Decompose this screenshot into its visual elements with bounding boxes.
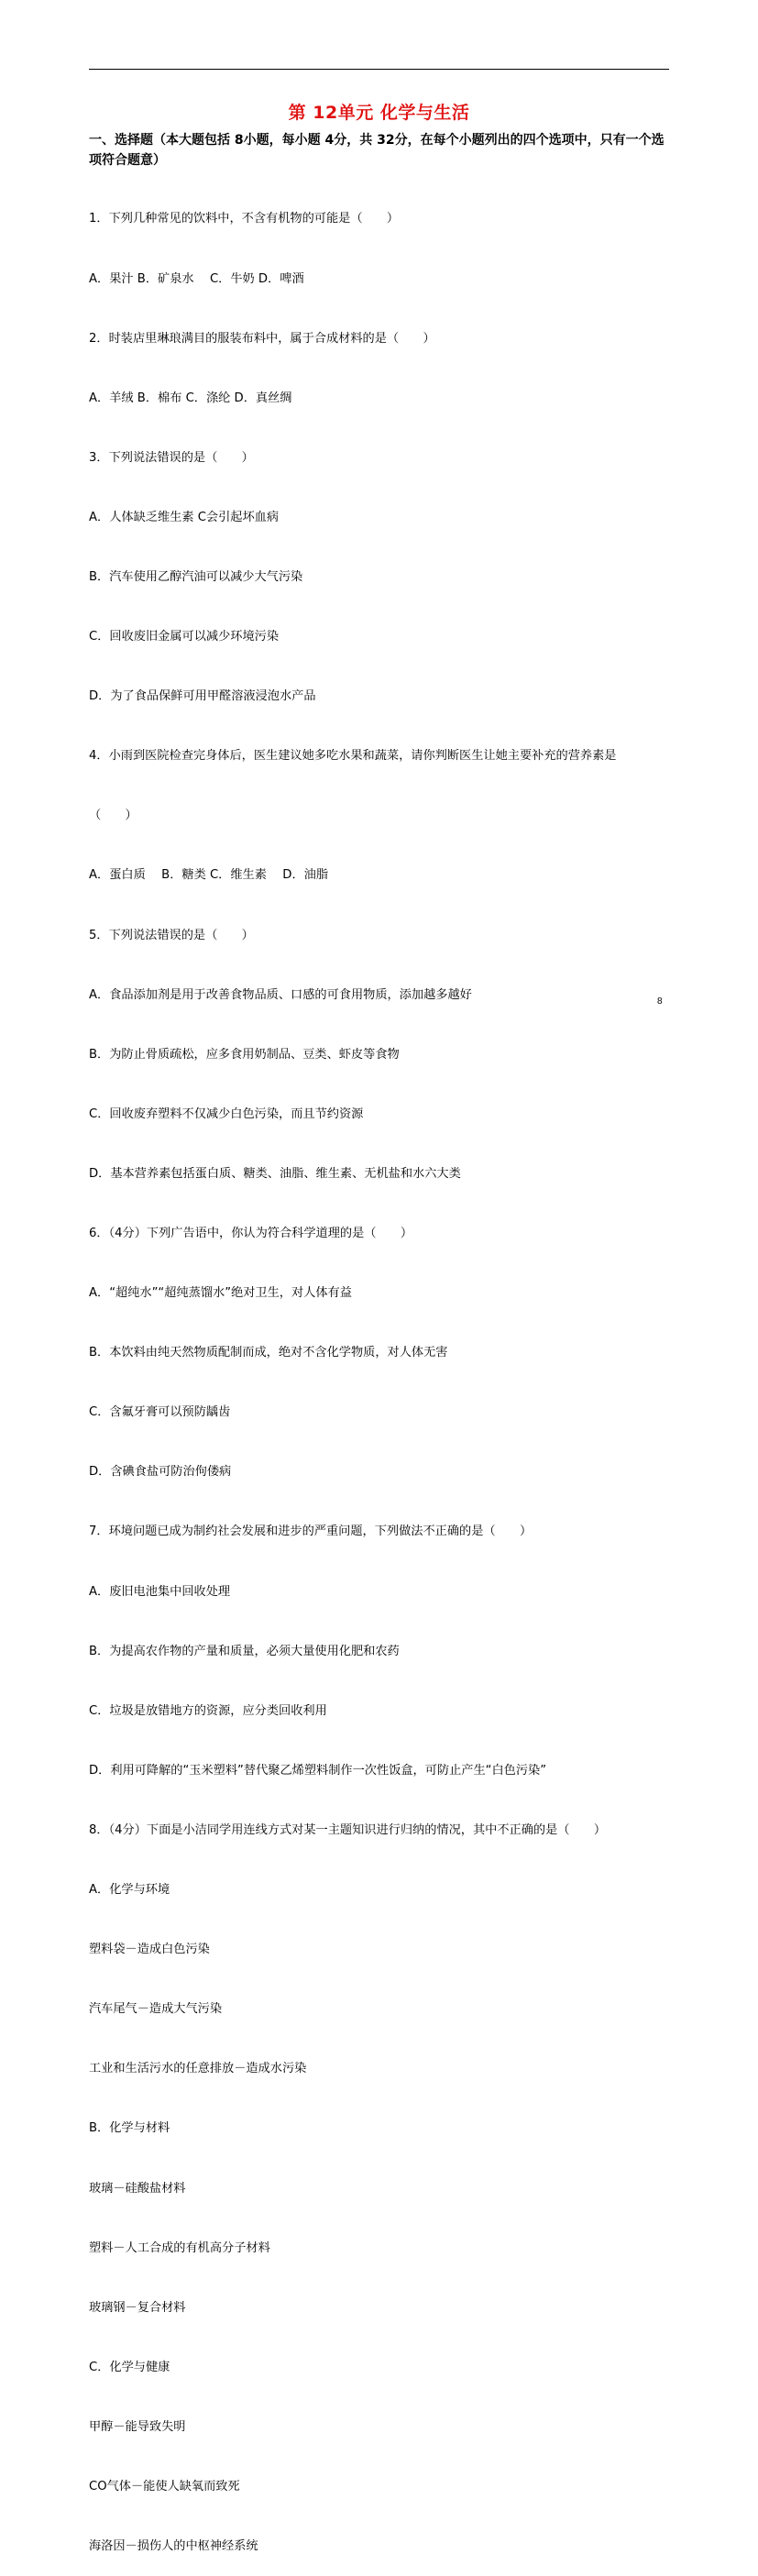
text-line: 7．环境问题已成为制约社会发展和进步的严重问题，下列做法不正确的是（ ） (89, 1525, 533, 1539)
text-line: A．化学与环境 (89, 1883, 170, 1898)
question-body (89, 170, 676, 2576)
text-line: CO气体－能使人缺氧而致死 (89, 2479, 240, 2493)
text-line: B．为防止骨质疏松，应多食用奶制品、豆类、虾皮等食物 (89, 1047, 400, 1062)
text-line: 玻璃－硅酸盐材料 (89, 2181, 186, 2196)
text-line: （ ） (89, 809, 137, 823)
text-line: 2．时装店里琳琅满目的服装布料中，属于合成材料的是（ ） (89, 331, 435, 346)
text-line: B．为提高农作物的产量和质量，必须大量使用化肥和农药 (89, 1644, 400, 1658)
header-rule (89, 69, 669, 70)
text-line: A．人体缺乏维生素 C会引起坏血病 (89, 510, 280, 524)
text-line: A．废旧电池集中回收处理 (89, 1584, 231, 1599)
text-line: A．食品添加剂是用于改善食物品质、口感的可食用物质，添加越多越好 (89, 987, 472, 1002)
page-title: 第 12单元 化学与生活 (288, 103, 470, 123)
text-line: 6．（4分）下列广告语中，你认为符合科学道理的是（ ） (89, 1227, 413, 1240)
text-line: C．含氟牙膏可以预防龋齿 (89, 1405, 231, 1420)
text-line: 塑料－人工合成的有机高分子材料 (89, 2240, 270, 2255)
text-line: 甲醇－能导致失明 (89, 2419, 186, 2434)
text-line: C．化学与健康 (89, 2360, 170, 2374)
text-line: 汽车尾气－造成大气污染 (89, 2002, 223, 2017)
text-line: A．蛋白质 B．糖类 C．维生素 D．油脂 (89, 868, 329, 883)
text-line: D．基本营养素包括蛋白质、糖类、油脂、维生素、无机盐和水六大类 (89, 1166, 461, 1181)
text-line: C．回收废旧金属可以减少环境污染 (89, 630, 280, 644)
page-number: 8 (657, 996, 663, 1007)
text-line: 8．（4分）下面是小洁同学用连线方式对某一主题知识进行归纳的情况，其中不正确的是（ ） (89, 1822, 607, 1837)
text-line: B．汽车使用乙醇汽油可以减少大气污染 (89, 569, 303, 584)
text-line: D．为了食品保鲜可用甲醛溶液浸泡水产品 (89, 689, 316, 704)
text-line: D．利用可降解的“玉米塑料”替代聚乙烯塑料制作一次性饭盒，可防止产生“白色污染” (89, 1763, 547, 1778)
text-line: A．果汁 B．矿泉水 C．牛奶 D．啤酒 (89, 271, 304, 286)
text-line: 塑料袋－造成白色污染 (89, 1943, 210, 1957)
text-line: 4．小雨到医院检查完身体后，医生建议她多吃水果和蔬菜，请你判断医生让她主要补充的营养素是 (89, 749, 617, 764)
text-line: 1．下列几种常见的饮料中，不含有机物的可能是（ ） (89, 212, 400, 226)
text-line: A．羊绒 B．棉布 C．涤纶 D．真丝绸 (89, 391, 292, 405)
text-line: 5．下列说法错误的是（ ） (89, 928, 254, 942)
text-line: C．回收废弃塑料不仅减少白色污染，而且节约资源 (89, 1106, 364, 1121)
text-line: D．含碘食盐可防治佝偻病 (89, 1465, 232, 1480)
text-line: B．化学与材料 (89, 2121, 170, 2136)
text-line: 海洛因－损伤人的中枢神经系统 (89, 2539, 258, 2554)
section-heading: 一、选择题（本大题包括 8小题，每小题 4分，共 32分，在每个小题列出的四个选项中，只有一个选项符合题意） (89, 133, 665, 168)
text-line: 玻璃钢－复合材料 (89, 2300, 186, 2315)
text-line: B．本饮料由纯天然物质配制而成，绝对不含化学物质，对人体无害 (89, 1346, 448, 1360)
text-line: 3．下列说法错误的是（ ） (89, 450, 254, 465)
text-line: 工业和生活污水的任意排放－造成水污染 (89, 2062, 307, 2076)
text-line: C．垃圾是放错地方的资源，应分类回收利用 (89, 1703, 327, 1718)
text-line: A．“超纯水”“超纯蒸馏水”绝对卫生，对人体有益 (89, 1286, 352, 1301)
